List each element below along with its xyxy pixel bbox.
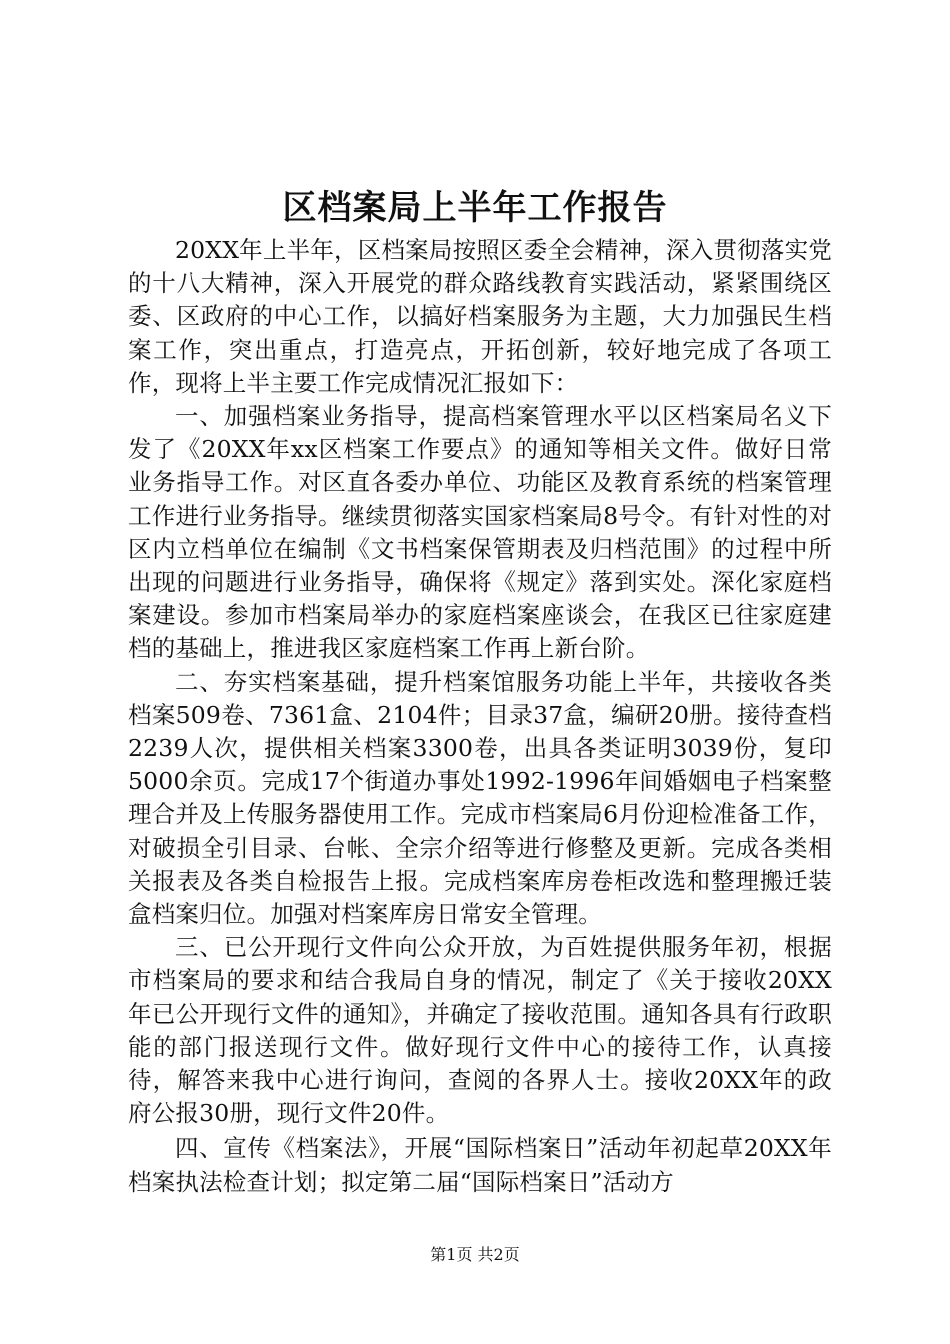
document-title: 区档案局上半年工作报告 xyxy=(282,188,668,228)
page-number-footer: 第1页 共2页 xyxy=(430,1245,520,1264)
document-body xyxy=(128,234,832,1199)
paragraph-section-1: 一、加强档案业务指导，提高档案管理水平以区档案局名义下发了《20XX年xx区档案工作要点》的通知等相关文件。做好日常业务指导工作。对区直各委办单位、功能区及教育系统的档案管理工作进行业务指导。继续贯彻落实国家档案局8号令。有针对性的对区内立档单位在编制《文书档案保管期表及归档范围》的过程中所出现的问题进行业务指导，确保将《规定》落到实处。深化家庭档案建设。参加市档案局举办的家庭档案座谈会，在我区已往家庭建档的基础上，推进我区家庭档案工作再上新台阶。 xyxy=(128,402,832,663)
paragraph-section-4: 四、宣传《档案法》，开展“国际档案日”活动年初起草20XX年档案执法检查计划；拟定第二届“国际档案日”活动方 xyxy=(128,1134,832,1196)
paragraph-intro: 20XX年上半年，区档案局按照区委全会精神，深入贯彻落实党的十八大精神，深入开展党的群众路线教育实践活动，紧紧围绕区委、区政府的中心工作，以搞好档案服务为主题，大力加强民生档案工作，突出重点，打造亮点，开拓创新，较好地完成了各项工作，现将上半主要工作完成情况汇报如下： xyxy=(128,236,832,397)
paragraph-section-3: 三、已公开现行文件向公众开放，为百姓提供服务年初，根据市档案局的要求和结合我局自身的情况，制定了《关于接收20XX年已公开现行文件的通知》，并确定了接收范围。通知各具有行政职能的部门报送现行文件。做好现行文件中心的接待工作，认真接待，解答来我中心进行询问，查阅的各界人士。接收20XX年的政府公报30册，现行文件20件。 xyxy=(128,933,832,1128)
paragraph-section-2: 二、夯实档案基础，提升档案馆服务功能上半年，共接收各类档案509卷、7361盒、2104件；目录37盒，编研20册。接待查档2239人次，提供相关档案3300卷，出具各类证明3039份，复印5000余页。完成17个街道办事处1992-1996年间婚姻电子档案整理合并及上传服务器使用工作。完成市档案局6月份迎检准备工作，对破损全引目录、台帐、全宗介绍等进行修整及更新。完成各类相关报表及各类自检报告上报。完成档案库房卷柜改选和整理搬迁装盒档案归位。加强对档案库房日常安全管理。 xyxy=(128,667,832,929)
